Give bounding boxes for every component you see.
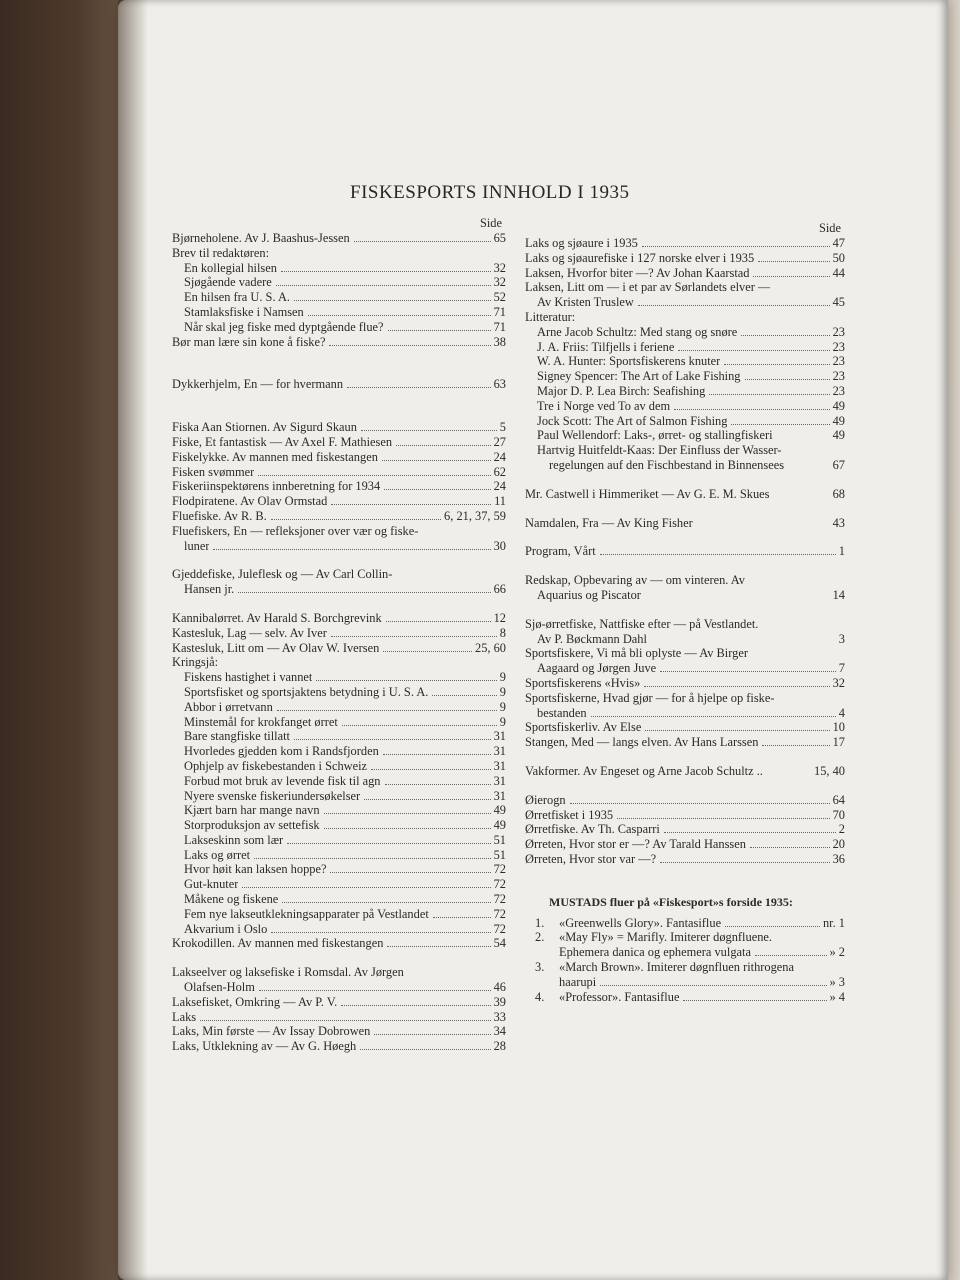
page-number: 28 bbox=[493, 1039, 506, 1054]
page-number: 23 bbox=[832, 324, 845, 339]
page-number: 9 bbox=[499, 714, 506, 729]
page-number: 49 bbox=[832, 428, 845, 443]
index-entry bbox=[172, 803, 506, 818]
page-number: 70 bbox=[832, 807, 845, 822]
index-entry bbox=[525, 632, 845, 647]
index-entry bbox=[172, 1039, 506, 1054]
index-entry bbox=[172, 715, 506, 730]
index-entry bbox=[525, 617, 845, 632]
page-number: 20 bbox=[832, 837, 845, 852]
page-number: » 4 bbox=[829, 989, 845, 1004]
entry-title: luner bbox=[184, 538, 210, 553]
index-entry bbox=[172, 1010, 506, 1025]
page-number: 31 bbox=[493, 773, 506, 788]
index-entry bbox=[525, 458, 845, 473]
entry-title: Laks og sjøaure i 1935 bbox=[525, 236, 638, 250]
page-number: 5 bbox=[499, 420, 506, 435]
right-index-column bbox=[525, 221, 845, 1004]
mustads-entry bbox=[525, 990, 845, 1005]
entry-title: Sportsfiskerne, Hvad gjør — for å hjelpe op fiske- bbox=[525, 690, 775, 705]
page-number: 31 bbox=[493, 744, 506, 759]
page-number: nr. 1 bbox=[822, 915, 845, 930]
index-entry bbox=[172, 320, 506, 335]
page-number: 62 bbox=[493, 464, 506, 479]
index-entry bbox=[525, 369, 845, 384]
entry-title: Mr. Castwell i Himmeriket — Av G. E. M. Skues bbox=[525, 486, 770, 501]
index-entry bbox=[172, 700, 506, 715]
index-entry bbox=[525, 310, 845, 325]
entry-title: En hilsen fra U. S. A. bbox=[184, 290, 290, 305]
side-header-right: Side bbox=[818, 221, 841, 235]
entry-title: Ørretfiske. Av Th. Casparri bbox=[525, 822, 660, 837]
index-entry bbox=[172, 626, 506, 641]
index-entry bbox=[525, 573, 845, 588]
entry-title: Sportsfisket og sportsjaktens betydning i U. S. A. bbox=[184, 684, 429, 699]
entry-title: Minstemål for krokfanget ørret bbox=[184, 714, 338, 729]
index-entry bbox=[172, 922, 506, 937]
index-entry bbox=[525, 487, 845, 502]
page-number: 3 bbox=[838, 631, 845, 646]
entry-title: Gut-knuter bbox=[184, 877, 239, 892]
entry-title: Fiske, Et fantastisk — Av Axel F. Mathiesen bbox=[172, 434, 393, 449]
entry-title: Sjø-ørretfiske, Nattfiske efter — på Vestlandet. bbox=[525, 616, 759, 631]
index-entry bbox=[525, 399, 845, 414]
index-entry bbox=[172, 685, 506, 700]
index-entry bbox=[172, 231, 506, 246]
entry-title: «May Fly» = Marifly. Imiterer døgnfluene. bbox=[559, 930, 772, 945]
index-entry bbox=[525, 837, 845, 852]
mustads-entry bbox=[525, 916, 845, 931]
entry-title: Laks og ørret bbox=[184, 847, 251, 862]
page-number: 54 bbox=[493, 936, 506, 951]
index-entry bbox=[172, 1024, 506, 1039]
index-entry bbox=[525, 764, 845, 779]
page-number: 36 bbox=[832, 851, 845, 866]
page-number: 15, 40 bbox=[814, 763, 845, 778]
page-number: 38 bbox=[493, 334, 506, 349]
entry-title: Olafsen-Holm bbox=[184, 980, 255, 995]
page-number: 32 bbox=[493, 260, 506, 275]
entry-title: Ørretfisket i 1935 bbox=[525, 807, 614, 822]
index-entry bbox=[172, 539, 506, 554]
index-entry bbox=[525, 808, 845, 823]
entry-title: Sjøgående vadere bbox=[184, 275, 272, 290]
page-number: 14 bbox=[832, 587, 845, 602]
entry-title: Fem nye lakseutklekningsapparater på Vestlandet bbox=[184, 906, 429, 921]
entry-title: Laks, Min første — Av Issay Dobrowen bbox=[172, 1024, 371, 1039]
entry-number: 2. bbox=[535, 930, 545, 945]
entry-title: Sportsfiskerens «Hvis» bbox=[525, 675, 641, 690]
page-number: 8 bbox=[499, 625, 506, 640]
page-number: 4 bbox=[838, 705, 845, 720]
page-number: 68 bbox=[832, 486, 845, 501]
index-entry bbox=[172, 261, 506, 276]
entry-title: Krokodillen. Av mannen med fiskestangen bbox=[172, 936, 384, 951]
left-index-column bbox=[172, 216, 506, 1054]
index-entry bbox=[525, 340, 845, 355]
page-number: 17 bbox=[832, 735, 845, 750]
index-entry bbox=[172, 936, 506, 951]
entry-title: W. A. Hunter: Sportsfiskerens knuter bbox=[537, 354, 721, 369]
entry-title: J. A. Friis: Tilfjells i feriene bbox=[537, 339, 675, 354]
index-entry bbox=[525, 266, 845, 281]
entry-title: Redskap, Opbevaring av — om vinteren. Av bbox=[525, 573, 745, 588]
entry-title: Lakseskinn som lær bbox=[184, 832, 284, 847]
entry-title: «March Brown». Imiterer døgnfluen rithrogena bbox=[559, 960, 795, 975]
page-number: 33 bbox=[493, 1009, 506, 1024]
entry-title: Hansen jr. bbox=[184, 582, 235, 597]
index-entry bbox=[525, 706, 845, 721]
page-number: 65 bbox=[493, 231, 506, 245]
entry-title: Paul Wellendorf: Laks-, ørret- og stallingfiskeri bbox=[537, 428, 773, 443]
page-number: 49 bbox=[493, 818, 506, 833]
page-number: 72 bbox=[493, 877, 506, 892]
mustads-fly-list bbox=[525, 916, 845, 1005]
mustads-entry bbox=[525, 930, 845, 945]
index-entry bbox=[525, 236, 845, 251]
entry-title: Fiskens hastighet i vannet bbox=[184, 670, 313, 685]
index-entry bbox=[172, 995, 506, 1010]
mustads-entry bbox=[525, 975, 845, 990]
index-entry bbox=[525, 295, 845, 310]
entry-title: Ørreten, Hvor stor var —? bbox=[525, 851, 657, 866]
page-number: 1 bbox=[838, 544, 845, 559]
page-number: 51 bbox=[493, 832, 506, 847]
page-number: 2 bbox=[838, 822, 845, 837]
entry-number: 3. bbox=[535, 960, 545, 975]
index-entry bbox=[172, 789, 506, 804]
entry-title: Bjørneholene. Av J. Baashus-Jessen bbox=[172, 231, 350, 245]
index-entry bbox=[525, 822, 845, 837]
index-entry bbox=[172, 290, 506, 305]
page-number: 49 bbox=[832, 398, 845, 413]
entry-title: Abbor i ørretvann bbox=[184, 699, 273, 714]
entry-number: 1. bbox=[535, 915, 545, 930]
page-number: 46 bbox=[493, 980, 506, 995]
page-number: 32 bbox=[832, 675, 845, 690]
entry-title: Ørreten, Hvor stor er —? Av Tarald Hanssen bbox=[525, 837, 746, 852]
index-entry bbox=[172, 450, 506, 465]
index-entry bbox=[525, 516, 845, 531]
page-number: 31 bbox=[493, 758, 506, 773]
entry-title: Vakformer. Av Engeset og Arne Jacob Schultz .. bbox=[525, 763, 763, 778]
page-number: 72 bbox=[493, 921, 506, 936]
index-entry bbox=[172, 907, 506, 922]
page-number: 6, 21, 37, 59 bbox=[444, 508, 506, 523]
mustads-entry bbox=[525, 960, 845, 975]
page-number: 67 bbox=[832, 457, 845, 472]
entry-title: Fluefiskers, En — refleksjoner over vær og fiske- bbox=[172, 523, 419, 538]
entry-title: Sportsfiskere, Vi må bli oplyste — Av Birger bbox=[525, 646, 748, 661]
entry-title: Arne Jacob Schultz: Med stang og snøre bbox=[537, 324, 738, 339]
index-entry bbox=[172, 335, 506, 350]
index-entry bbox=[525, 354, 845, 369]
mustads-heading: MUSTADS fluer på «Fiskesport»s forside 1935: bbox=[549, 894, 793, 909]
page-number: 30 bbox=[493, 538, 506, 553]
page-number: 49 bbox=[832, 413, 845, 428]
entry-title: Ephemera danica og ephemera vulgata bbox=[559, 945, 751, 960]
page-number: 10 bbox=[832, 720, 845, 735]
index-entry bbox=[172, 611, 506, 626]
page-number: 12 bbox=[493, 610, 506, 625]
entry-title: Namdalen, Fra — Av King Fisher bbox=[525, 515, 693, 530]
entry-number: 4. bbox=[535, 989, 545, 1004]
index-entry bbox=[172, 655, 506, 670]
page-number: 32 bbox=[493, 275, 506, 290]
page-number: 23 bbox=[832, 369, 845, 384]
page-number: 7 bbox=[838, 661, 845, 676]
entry-title: Storproduksjon av settefisk bbox=[184, 818, 320, 833]
entry-title: Laks og sjøaurefiske i 127 norske elver i 1935 bbox=[525, 250, 755, 265]
entry-title: En kollegial hilsen bbox=[184, 260, 277, 275]
entry-title: Kastesluk, Litt om — Av Olav W. Iversen bbox=[172, 640, 380, 655]
index-entry bbox=[172, 377, 506, 392]
page-number: 25, 60 bbox=[475, 640, 506, 655]
entry-title: Bør man lære sin kone å fiske? bbox=[172, 334, 326, 349]
entry-title: Bare stangfiske tillatt bbox=[184, 729, 290, 744]
page-number: 64 bbox=[832, 792, 845, 807]
entry-title: Kringsjå: bbox=[172, 655, 219, 670]
entry-title: Forbud mot bruk av levende fisk til agn bbox=[184, 773, 381, 788]
index-entry bbox=[525, 251, 845, 266]
page-number: 39 bbox=[493, 994, 506, 1009]
entry-title: Stangen, Med — langs elven. Av Hans Larssen bbox=[525, 735, 759, 750]
entry-title: Hvor høit kan laksen hoppe? bbox=[184, 862, 327, 877]
index-entry bbox=[172, 759, 506, 774]
entry-title: haarupi bbox=[559, 974, 597, 989]
entry-title: Laks, Utklekning av — Av G. Høegh bbox=[172, 1039, 357, 1054]
index-entry bbox=[172, 246, 506, 261]
entry-title: Laks bbox=[172, 1009, 197, 1024]
left-index-list bbox=[172, 231, 506, 1054]
page-number: 23 bbox=[832, 354, 845, 369]
page-number: 72 bbox=[493, 892, 506, 907]
entry-title: Signey Spencer: The Art of Lake Fishing bbox=[537, 369, 741, 384]
index-entry bbox=[172, 892, 506, 907]
page-number: 45 bbox=[832, 295, 845, 310]
entry-title: Kannibalørret. Av Harald S. Borchgrevink bbox=[172, 610, 382, 625]
page-number: 66 bbox=[493, 582, 506, 597]
page-number: 27 bbox=[493, 434, 506, 449]
index-entry bbox=[172, 509, 506, 524]
index-entry bbox=[172, 862, 506, 877]
entry-title: Major D. P. Lea Birch: Seafishing bbox=[537, 383, 706, 398]
page-number: 9 bbox=[499, 670, 506, 685]
entry-title: Nyere svenske fiskeriundersøkelser bbox=[184, 788, 361, 803]
page-number: 43 bbox=[832, 515, 845, 530]
entry-title: Laksen, Hvorfor biter —? Av Johan Kaarstad bbox=[525, 265, 750, 280]
index-entry bbox=[172, 818, 506, 833]
index-entry bbox=[172, 305, 506, 320]
index-entry bbox=[172, 524, 506, 539]
index-entry bbox=[525, 384, 845, 399]
index-entry bbox=[525, 544, 845, 559]
entry-title: Laksefisket, Omkring — Av P. V. bbox=[172, 994, 338, 1009]
page-number: 63 bbox=[493, 377, 506, 392]
page-number: 44 bbox=[832, 265, 845, 280]
entry-title: Gjeddefiske, Juleflesk og — Av Carl Collin- bbox=[172, 567, 393, 582]
entry-title: Flodpiratene. Av Olav Ormstad bbox=[172, 494, 328, 509]
page-number: » 2 bbox=[829, 945, 845, 960]
index-entry bbox=[172, 275, 506, 290]
index-entry bbox=[172, 670, 506, 685]
entry-title: Laksen, Litt om — i et par av Sørlandets elver — bbox=[525, 280, 771, 295]
page-number: 51 bbox=[493, 847, 506, 862]
entry-title: Øierogn bbox=[525, 792, 566, 807]
entry-title: Kastesluk, Lag — selv. Av Iver bbox=[172, 625, 327, 640]
page-number: 72 bbox=[493, 862, 506, 877]
page-number: » 3 bbox=[829, 974, 845, 989]
entry-title: Akvarium i Oslo bbox=[184, 921, 268, 936]
entry-title: Dykkerhjelm, En — for hvermann bbox=[172, 377, 344, 392]
index-entry bbox=[525, 280, 845, 295]
entry-title: Stamlaksfiske i Namsen bbox=[184, 304, 304, 319]
index-entry bbox=[172, 582, 506, 597]
page-number: 31 bbox=[493, 788, 506, 803]
entry-title: Fluefiske. Av R. B. bbox=[172, 508, 267, 523]
entry-title: Tre i Norge ved To av dem bbox=[537, 398, 671, 413]
entry-title: Lakseelver og laksefiske i Romsdal. Av Jørgen bbox=[172, 965, 404, 980]
entry-title: Brev til redaktøren: bbox=[172, 245, 270, 260]
side-header-left: Side bbox=[479, 216, 502, 230]
index-entry bbox=[172, 833, 506, 848]
page-number: 24 bbox=[493, 479, 506, 494]
entry-title: Av P. Bøckmann Dahl bbox=[537, 631, 647, 646]
page-number: 71 bbox=[493, 319, 506, 334]
page-number: 52 bbox=[493, 290, 506, 305]
index-entry bbox=[172, 744, 506, 759]
entry-title: Når skal jeg fiske med dyptgående flue? bbox=[184, 319, 384, 334]
page-number: 71 bbox=[493, 304, 506, 319]
entry-title: «Greenwells Glory». Fantasiflue bbox=[559, 915, 722, 930]
index-entry bbox=[525, 661, 845, 676]
index-entry bbox=[172, 494, 506, 509]
index-entry bbox=[172, 435, 506, 450]
entry-title: Ophjelp av fiskebestanden i Schweiz bbox=[184, 758, 368, 773]
page-number: 24 bbox=[493, 449, 506, 464]
index-entry bbox=[525, 852, 845, 867]
index-entry bbox=[172, 877, 506, 892]
page-number: 72 bbox=[493, 906, 506, 921]
index-entry bbox=[525, 676, 845, 691]
index-entry bbox=[172, 567, 506, 582]
index-entry bbox=[172, 479, 506, 494]
entry-title: Jock Scott: The Art of Salmon Fishing bbox=[537, 413, 728, 428]
entry-title: bestanden bbox=[537, 705, 587, 720]
entry-title: Sportsfiskerliv. Av Else bbox=[525, 720, 642, 735]
entry-title: Fiskelykke. Av mannen med fiskestangen bbox=[172, 449, 378, 464]
index-entry bbox=[172, 729, 506, 744]
index-entry bbox=[525, 588, 845, 603]
page-number: 11 bbox=[494, 494, 506, 509]
entry-title: Aagaard og Jørgen Juve bbox=[537, 661, 657, 676]
page-number: 31 bbox=[493, 729, 506, 744]
page-number: 47 bbox=[832, 236, 845, 250]
page-title: FISKESPORTS INNHOLD I 1935 bbox=[350, 182, 630, 203]
index-entry bbox=[172, 465, 506, 480]
index-entry bbox=[172, 965, 506, 980]
mustads-entry bbox=[525, 945, 845, 960]
page-number: 23 bbox=[832, 383, 845, 398]
index-entry bbox=[172, 420, 506, 435]
entry-title: Fiskeriinspektørens innberetning for 1934 bbox=[172, 479, 381, 494]
page-number: 9 bbox=[499, 699, 506, 714]
index-entry bbox=[525, 414, 845, 429]
page-gutter-shadow bbox=[118, 0, 148, 1280]
entry-title: Kjært barn har mange navn bbox=[184, 803, 320, 818]
right-index-list bbox=[525, 236, 845, 867]
entry-title: Hvorledes gjedden kom i Randsfjorden bbox=[184, 744, 379, 759]
index-entry bbox=[525, 325, 845, 340]
index-entry bbox=[172, 774, 506, 789]
page-number: 9 bbox=[499, 684, 506, 699]
entry-title: Fisken svømmer bbox=[172, 464, 255, 479]
entry-title: Litteratur: bbox=[525, 309, 576, 324]
entry-title: Hartvig Huitfeldt-Kaas: Der Einfluss der Wasser- bbox=[537, 443, 782, 458]
index-entry bbox=[525, 443, 845, 458]
index-entry bbox=[525, 646, 845, 661]
entry-title: Aquarius og Piscator bbox=[537, 587, 641, 602]
index-entry bbox=[525, 793, 845, 808]
entry-title: «Professor». Fantasiflue bbox=[559, 989, 680, 1004]
entry-title: Fiska Aan Stiornen. Av Sigurd Skaun bbox=[172, 420, 357, 435]
index-entry bbox=[525, 720, 845, 735]
index-entry bbox=[525, 691, 845, 706]
index-entry bbox=[172, 980, 506, 995]
index-entry bbox=[525, 735, 845, 750]
page-number: 49 bbox=[493, 803, 506, 818]
entry-title: Program, Vårt bbox=[525, 544, 596, 559]
index-entry bbox=[172, 848, 506, 863]
page-number: 50 bbox=[832, 250, 845, 265]
entry-title: Av Kristen Truslew bbox=[537, 295, 634, 310]
entry-title: regelungen auf den Fischbestand in Binnensees bbox=[549, 457, 785, 472]
index-entry bbox=[525, 428, 845, 443]
page-number: 23 bbox=[832, 339, 845, 354]
page-number: 34 bbox=[493, 1024, 506, 1039]
entry-title: Måkene og fiskene bbox=[184, 892, 279, 907]
index-entry bbox=[172, 641, 506, 656]
